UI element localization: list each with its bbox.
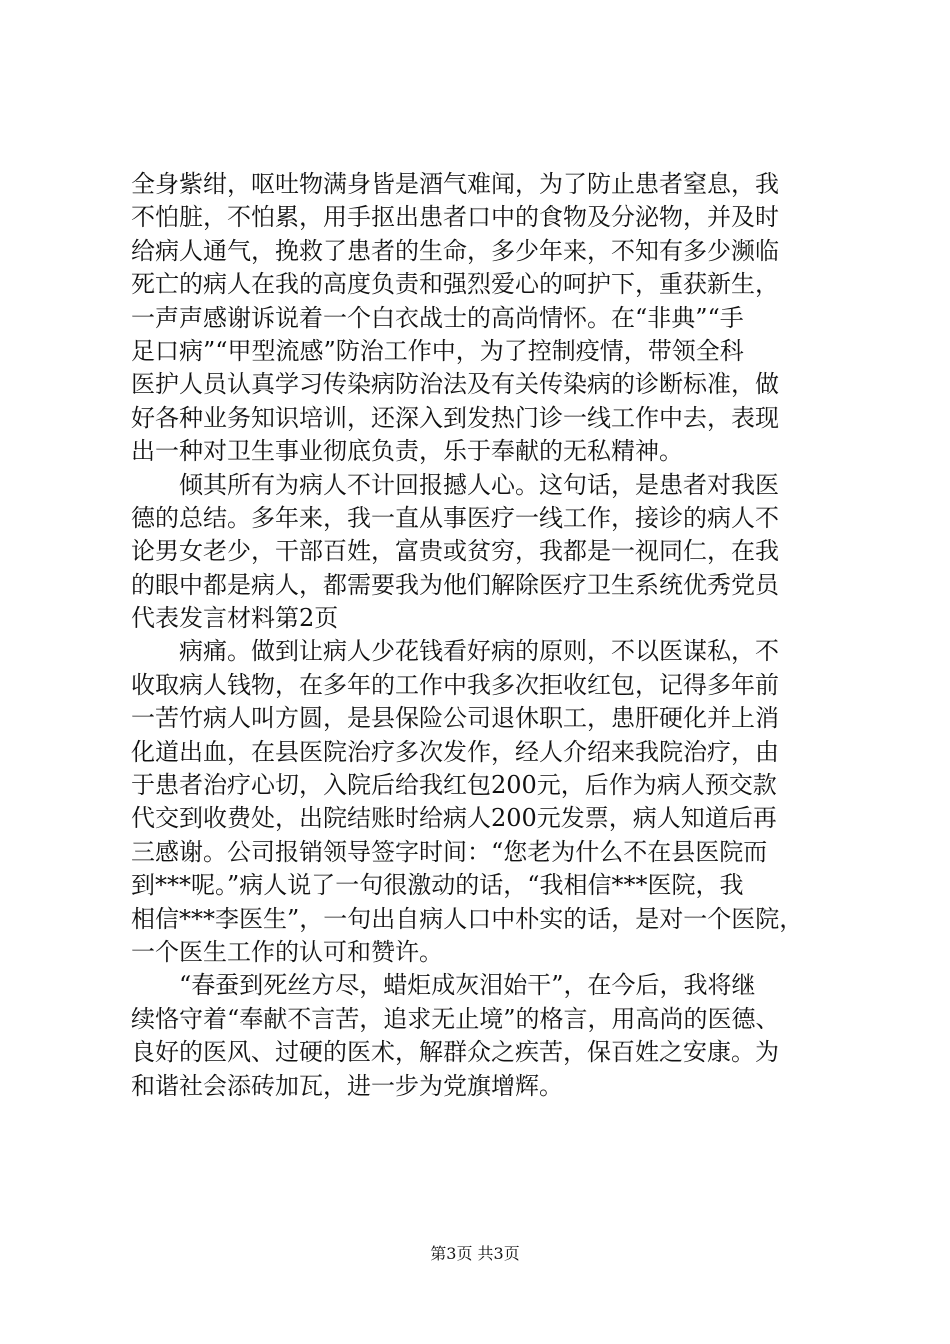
text-line: 一个医生工作的认可和赞许。	[131, 937, 443, 966]
text-line: 代表发言材料第2页	[131, 604, 339, 633]
text-line: 德的总结。多年来，我一直从事医疗一线工作，接诊的病人不	[131, 503, 779, 532]
document-body	[131, 168, 831, 1103]
text-line: 三感谢。公司报销领导签字时间：“您老为什么不在县医院而	[131, 837, 768, 866]
text-line: 一苦竹病人叫方圆，是县保险公司退休职工，患肝硬化并上消	[131, 704, 779, 733]
text-line: 续恪守着“奉献不言苦，追求无止境”的格言，用高尚的医德、	[131, 1004, 780, 1033]
text-line: 化道出血，在县医院治疗多次发作，经人介绍来我院治疗，由	[131, 737, 779, 766]
text-line: 给病人通气，挽救了患者的生命，多少年来，不知有多少濒临	[131, 236, 779, 265]
text-line: 一声声感谢诉说着一个白衣战士的高尚情怀。在“非典”“手	[131, 303, 744, 332]
text-line: 足口病”“甲型流感”防治工作中，为了控制疫情，带领全科	[131, 336, 744, 365]
text-line: 不怕脏，不怕累，用手抠出患者口中的食物及分泌物，并及时	[131, 203, 779, 232]
text-line: 和谐社会添砖加瓦，进一步为党旗增辉。	[131, 1071, 563, 1100]
text-line: 收取病人钱物，在多年的工作中我多次拒收红包，记得多年前	[131, 670, 779, 699]
text-line: 病痛。做到让病人少花钱看好病的原则，不以医谋私，不	[131, 637, 779, 666]
text-line: 死亡的病人在我的高度负责和强烈爱心的呵护下，重获新生，	[131, 270, 779, 299]
text-line: 全身紫绀，呕吐物满身皆是酒气难闻，为了防止患者窒息，我	[131, 170, 779, 198]
text-line: 于患者治疗心切，入院后给我红包200元，后作为病人预交款	[131, 771, 777, 800]
text-line: 的眼中都是病人，都需要我为他们解除医疗卫生系统优秀党员	[131, 570, 779, 599]
text-line: 良好的医风、过硬的医术，解群众之疾苦，保百姓之安康。为	[131, 1038, 779, 1067]
text-line: 好各种业务知识培训，还深入到发热门诊一线工作中去，表现	[131, 403, 779, 432]
text-line: 论男女老少，干部百姓，富贵或贫穷，我都是一视同仁，在我	[131, 537, 779, 566]
text-line: 相信***李医生”，一句出自病人口中朴实的话，是对一个医院，	[131, 904, 804, 933]
text-line: 代交到收费处，出院结账时给病人200元发票，病人知道后再	[131, 804, 777, 833]
text-line: 到***呢。”病人说了一句很激动的话，“我相信***医院，我	[131, 871, 744, 900]
text-line: 出一种对卫生事业彻底负责，乐于奉献的无私精神。	[131, 437, 683, 466]
page-number: 第3页 共3页	[430, 1244, 520, 1263]
text-line: “春蚕到死丝方尽，蜡炬成灰泪始干”，在今后，我将继	[131, 971, 756, 1000]
text-line: 医护人员认真学习传染病防治法及有关传染病的诊断标准，做	[131, 370, 779, 399]
text-line: 倾其所有为病人不计回报撼人心。这句话，是患者对我医	[131, 470, 779, 499]
page-footer	[0, 1244, 950, 1264]
